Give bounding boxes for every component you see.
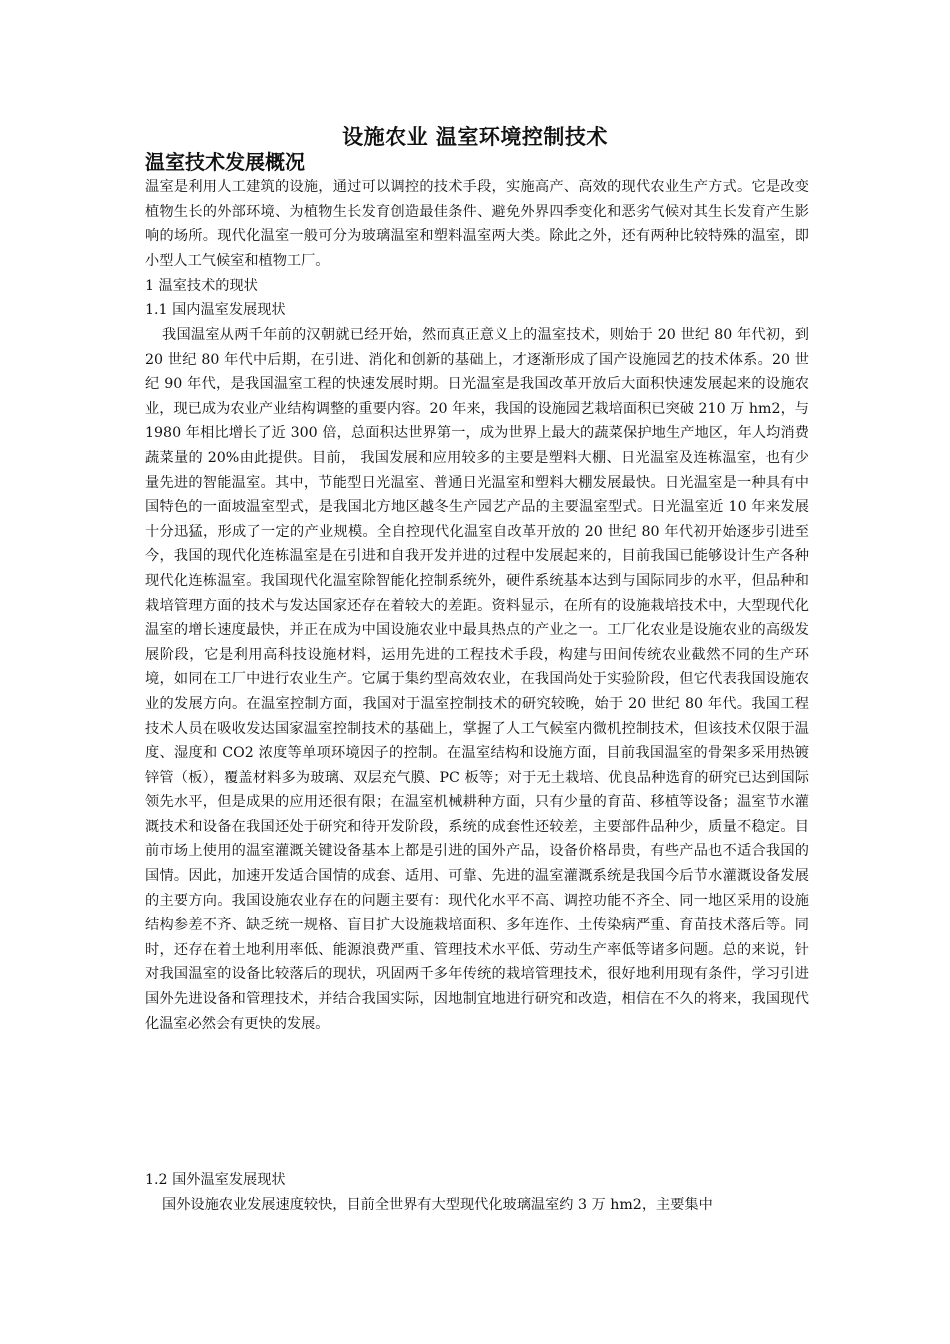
heading-1-2: 1.2 国外温室发展现状 bbox=[145, 1172, 286, 1188]
foreign-greenhouse-paragraph: 国外设施农业发展速度较快，目前全世界有大型现代化玻璃温室约 3 万 hm2，主要集中 bbox=[162, 1197, 713, 1213]
section-heading: 温室技术发展概况 bbox=[145, 150, 305, 174]
heading-1: 1 温室技术的现状 bbox=[145, 278, 258, 294]
document-title: 设施农业 温室环境控制技术 bbox=[342, 124, 608, 149]
domestic-greenhouse-paragraph: 我国温室从两千年前的汉朝就已经开始，然而真正意义上的温室技术，则始于 20 世纪 80 年代初，到 20 世纪 80 年代中后期，在引进、消化和创新的基础上，才逐渐形成了国产设施园艺的技术体系。20 世纪 90 年代，是我国温室工程的快速发展时期。日光温室是我国改革开放后大面积快速发展起来的设施农业，现已成为农业产业结构调整的重要内容。20 年来，我国的设施园艺栽培面积已突破 210 万 hm2，与 1980 年相比增长了近 300 倍，总面积达世界第一，成为世界上最大的蔬菜保护地生产地区，年人均消费蔬菜量的 20%由此提供。目前， 我国发展和应用较多的主要是塑料大棚、日光温室及连栋温室，也有少量先进的智能温室。其中，节能型日光温室、普通日光温室和塑料大棚发展最快。日光温室是一种具有中国特色的一面坡温室型式，是我国北方地区越冬生产园艺产品的主要温室型式。日光温室近 10 年来发展十分迅猛，形成了一定的产业规模。全自控现代化温室自改革开放的 20 世纪 80 年代初开始逐步引进至今，我国的现代化连栋温室是在引进和自我开发并进的过程中发展起来的，目前我国已能够设计生产各种现代化连栋温室。我国现代化温室除智能化控制系统外，硬件系统基本达到与国际同步的水平，但品种和栽培管理方面的技术与发达国家还存在着较大的差距。资料显示，在所有的设施栽培技术中，大型现代化温室的增长速度最快，并正在成为中国设施农业中最具热点的产业之一。工厂化农业是设施农业的高级发展阶段，它是利用高科技设施材料，运用先进的工程技术手段，构建与田间传统农业截然不同的生产环境，如同在工厂中进行农业生产。它属于集约型高效农业，在我国尚处于实验阶段，但它代表我国设施农业的发展方向。在温室控制方面，我国对于温室控制技术的研究较晚，始于 20 世纪 80 年代。我国工程技术人员在吸收发达国家温室控制技术的基础上，掌握了人工气候室内微机控制技术，但该技术仅限于温度、湿度和 CO2 浓度等单项环境因子的控制。在温室结构和设施方面，目前我国温室的骨架多采用热镀锌管（板），覆盖材料多为玻璃、双层充气膜、PC 板等；对于无土栽培、优良品种选育的研究已达到国际领先水平，但是成果的应用还很有限；在温室机械耕种方面，只有少量的育苗、移植等设备；温室节水灌溉技术和设备在我国还处于研究和待开发阶段，系统的成套性还较差，主要部件品种少，质量不稳定。目前市场上使用的温室灌溉关键设备基本上都是引进的国外产品，设备价格昂贵，有些产品也不适合我国的国情。因此，加速开发适合国情的成套、适用、可靠、先进的温室灌溉系统是我国今后节水灌溉设备发展的主要方向。我国设施农业存在的问题主要有：现代化水平不高、调控功能不齐全、同一地区采用的设施结构参差不齐、缺乏统一规格、盲目扩大设施栽培面积、多年连作、土传染病严重、育苗技术落后等。同时，还存在着土地利用率低、能源浪费严重、管理技术水平低、劳动生产率低等诸多问题。总的来说，针对我国温室的设备比较落后的现状，巩固两千多年传统的栽培管理技术，很好地利用现有条件，学习引进国外先进设备和管理技术，并结合我国实际，因地制宜地进行研究和改造，相信在不久的将来，我国现代化温室必然会有更快的发展。 bbox=[145, 327, 809, 1032]
heading-1-1: 1.1 国内温室发展现状 bbox=[145, 302, 286, 318]
intro-paragraph: 温室是利用人工建筑的设施，通过可以调控的技术手段，实施高产、高效的现代农业生产方式。它是改变植物生长的外部环境、为植物生长发育创造最佳条件、避免外界四季变化和恶劣气候对其生长发育产生影响的场所。现代化温室一般可分为玻璃温室和塑料温室两大类。除此之外，还有两种比较特殊的温室，即小型人工气候室和植物工厂。 bbox=[145, 179, 809, 269]
